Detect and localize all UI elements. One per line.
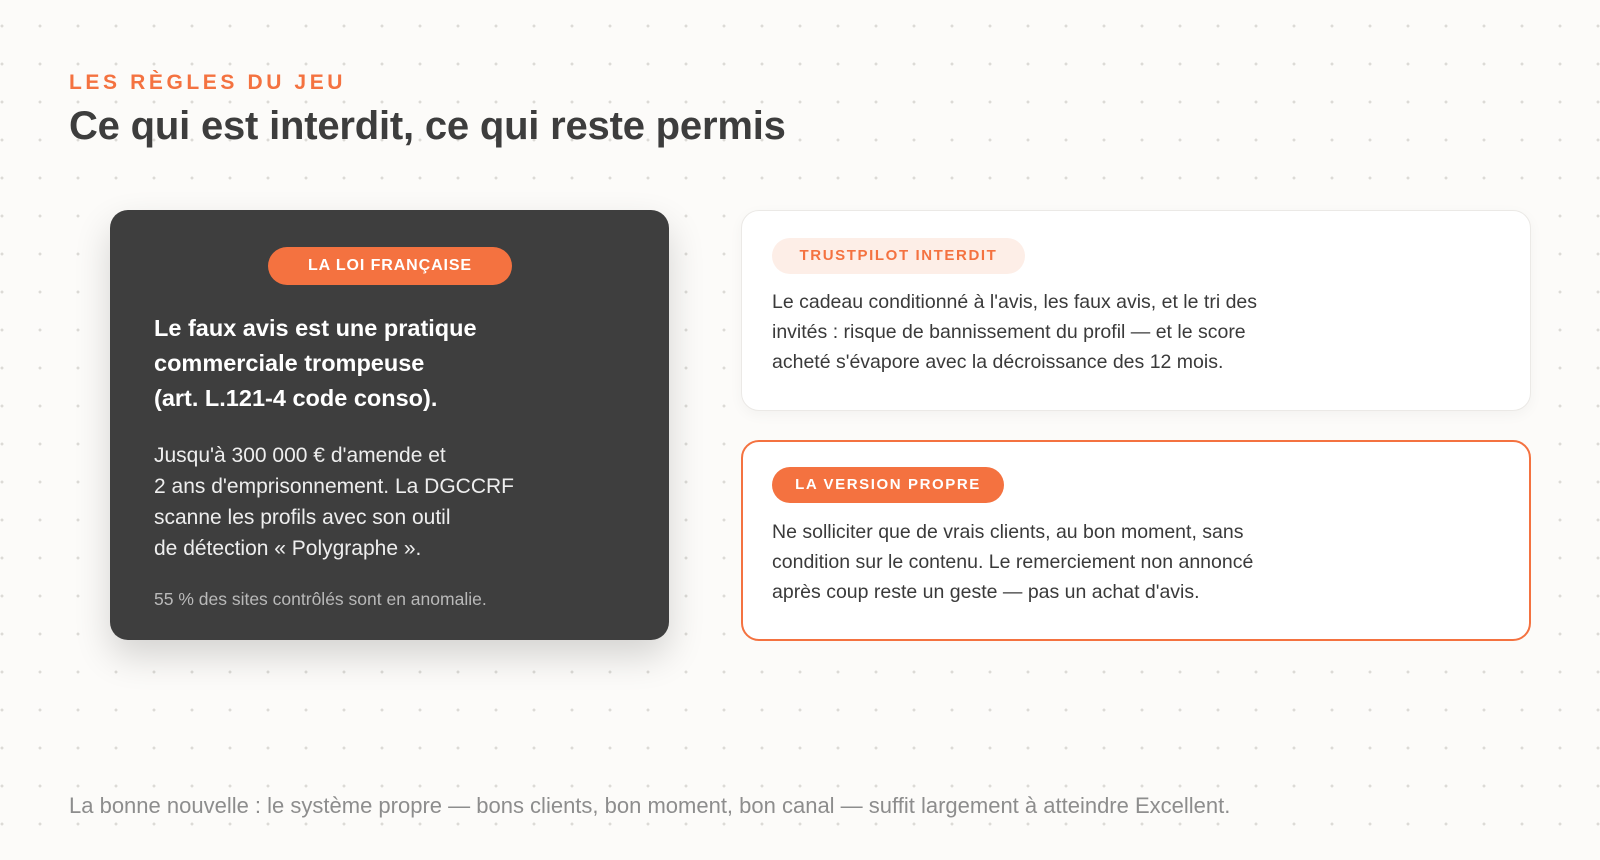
law-note: 55 % des sites contrôlés sont en anomalie. [154,589,487,609]
law-pill-badge: LA LOI FRANÇAISE [268,247,512,285]
trustpilot-pill-badge: TRUSTPILOT INTERDIT [772,238,1025,274]
propre-body-line: après coup reste un geste — pas un achat d'avis. [772,581,1200,603]
law-headline [154,311,624,416]
propre-pill-badge: LA VERSION PROPRE [772,467,1004,503]
trustpilot-body-line: invités : risque de bannissement du profil — et le score [772,321,1246,343]
footer-note: La bonne nouvelle : le système propre — bons clients, bon moment, bon canal — suffit largement à atteindre Excellent. [69,793,1231,818]
law-card [110,210,669,640]
law-body-line: de détection « Polygraphe ». [154,537,422,560]
propre-card [741,440,1531,641]
trustpilot-body [772,287,1492,377]
law-body [154,440,624,564]
trustpilot-body-line: acheté s'évapore avec la décroissance des 12 mois. [772,351,1224,373]
trustpilot-body-line: Le cadeau conditionné à l'avis, les faux avis, et le tri des [772,291,1258,313]
law-body-line: 2 ans d'emprisonnement. La DGCCRF [154,475,514,498]
page-title: Ce qui est interdit, ce qui reste permis [69,104,786,148]
law-headline-line: (art. L.121-4 code conso). [154,385,438,411]
section-eyebrow: LES RÈGLES DU JEU [69,71,347,94]
law-headline-line: Le faux avis est une pratique [154,315,477,341]
law-headline-line: commerciale trompeuse [154,350,425,376]
propre-body [772,517,1492,607]
law-body-line: scanne les profils avec son outil [154,506,451,529]
propre-body-line: condition sur le contenu. Le remerciement non annoncé [772,551,1254,573]
law-body-line: Jusqu'à 300 000 € d'amende et [154,444,446,467]
trustpilot-card [741,210,1531,411]
propre-body-line: Ne solliciter que de vrais clients, au bon moment, sans [772,521,1244,543]
